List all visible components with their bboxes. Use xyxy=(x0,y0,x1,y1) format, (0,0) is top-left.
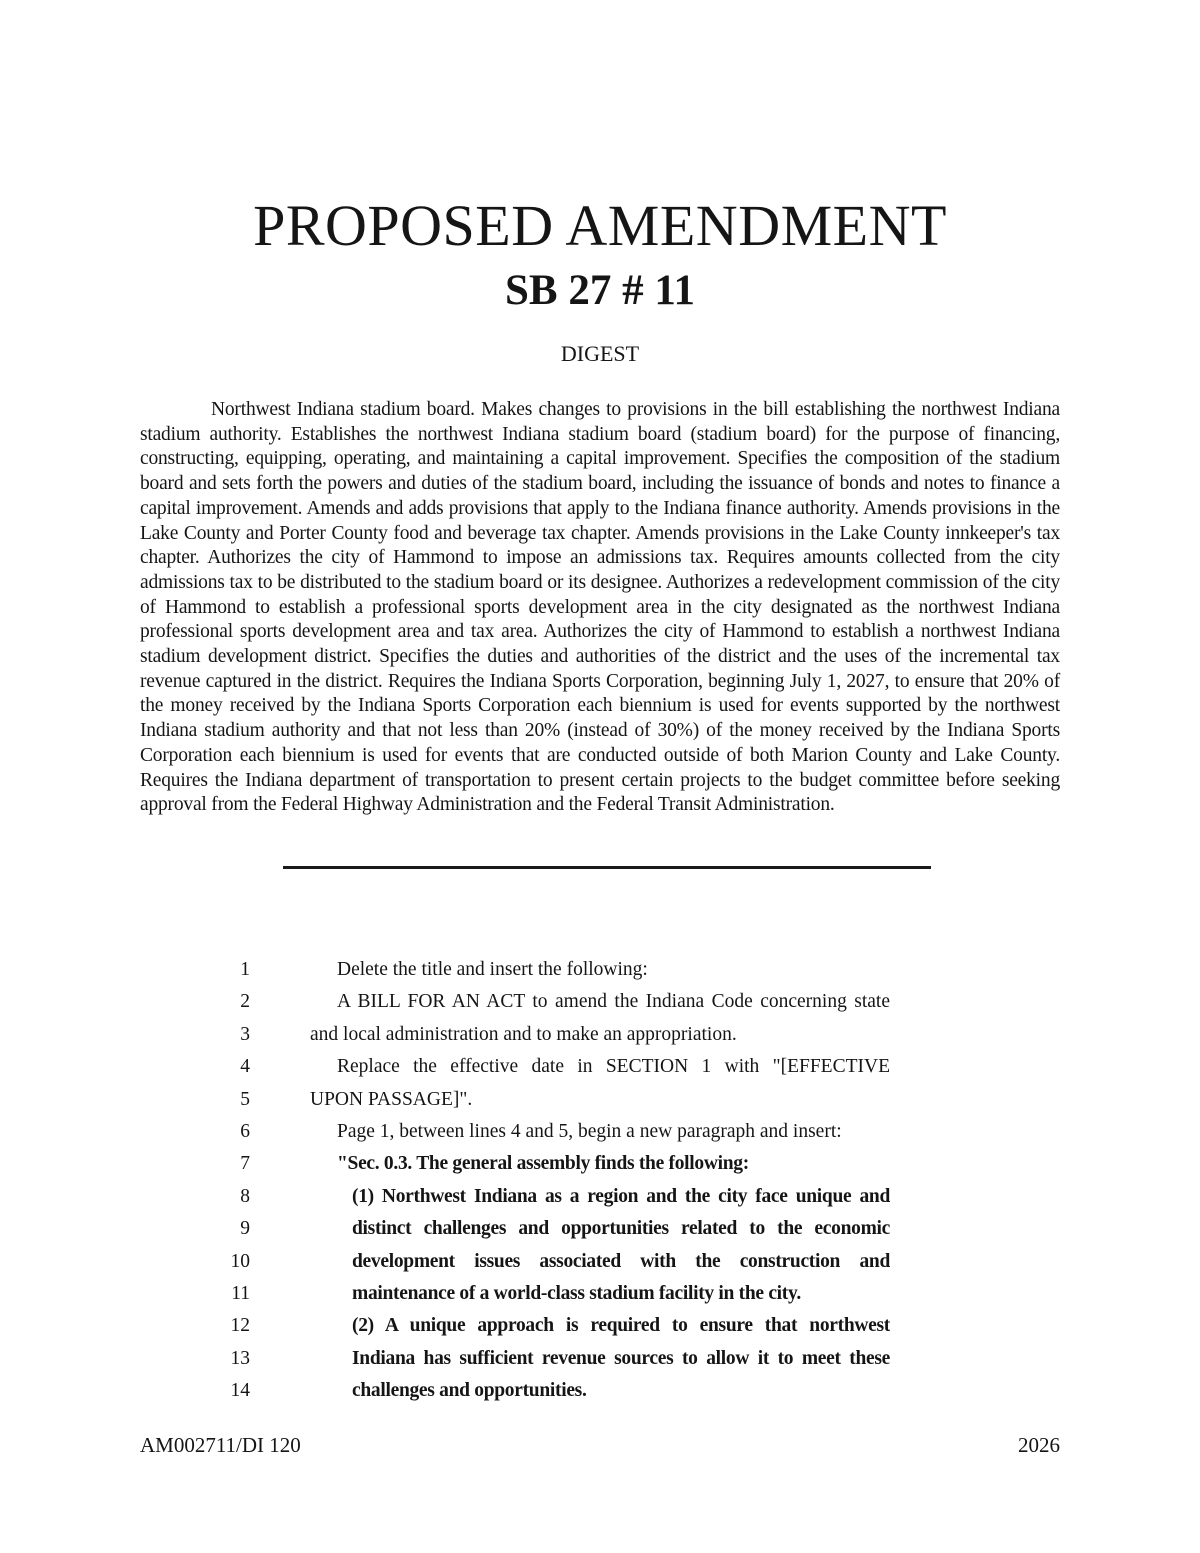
footer-year: 2026 xyxy=(1018,1433,1060,1457)
line-text: Delete the title and insert the following: xyxy=(337,959,648,980)
line-text: (1) Northwest Indiana as a region and the city face unique and xyxy=(352,1185,890,1207)
line-text: challenges and opportunities. xyxy=(352,1380,587,1402)
line-number: 10 xyxy=(230,1250,250,1272)
line-number: 3 xyxy=(240,1023,250,1045)
line-number: 4 xyxy=(240,1056,250,1078)
amendment-line xyxy=(0,1023,1200,1055)
line-number: 5 xyxy=(240,1088,250,1110)
amendment-line xyxy=(0,1217,1200,1249)
line-text: and local administration and to make an appropriation. xyxy=(310,1023,737,1045)
line-number: 1 xyxy=(240,959,250,980)
line-number: 8 xyxy=(240,1185,250,1207)
line-number: 11 xyxy=(231,1282,250,1304)
line-number: 9 xyxy=(240,1218,250,1240)
amendment-line xyxy=(0,1152,1200,1184)
page-footer xyxy=(140,1433,1060,1458)
amendment-line xyxy=(0,1088,1200,1120)
digest-heading: DIGEST xyxy=(560,341,640,366)
line-text: UPON PASSAGE]". xyxy=(310,1088,473,1110)
line-text: A BILL FOR AN ACT to amend the Indiana Code concerning state xyxy=(337,991,890,1013)
amendment-line xyxy=(0,1120,1200,1152)
line-number: 13 xyxy=(230,1347,250,1369)
line-text: distinct challenges and opportunities related to the economic xyxy=(352,1218,890,1240)
amendment-line xyxy=(0,1250,1200,1282)
line-number: 12 xyxy=(230,1315,250,1337)
separator-rule xyxy=(283,866,931,869)
line-text: maintenance of a world-class stadium facility in the city. xyxy=(352,1282,801,1304)
page-title: PROPOSED AMENDMENT xyxy=(253,193,947,258)
amendment-line xyxy=(0,1347,1200,1379)
amendment-line xyxy=(0,1055,1200,1087)
amendment-lines xyxy=(0,958,1200,1411)
line-text: Indiana has sufficient revenue sources to allow it to meet these xyxy=(352,1347,890,1369)
line-number: 7 xyxy=(240,1153,250,1175)
digest-text: Northwest Indiana stadium board. Makes changes to provisions in the bill establishing the northwest Indiana stadium authority. Establishes the northwest Indiana stadium board (stadium board) for the purpose of financing, constructing, equipping, operating, and maintaining a capital improvement. Specifies the composition of the stadium board and sets forth the powers and duties of the stadium board, including the issuance of bonds and notes to finance a capital improvement. Amends and adds provisions that apply to the Indiana finance authority. Amends provisions in the Lake County and Porter County food and beverage tax chapter. Amends provisions in the Lake County innkeeper's tax chapter. Authorizes the city of Hammond to impose an admissions tax. Requires amounts collected from the city admissions tax to be distributed to the stadium board or its designee. Authorizes a redevelopment commission of the city of Hammond to establish a professional sports development area in the city designated as the northwest Indiana professional sports development area and tax area. Authorizes the city of Hammond to establish a northwest Indiana stadium development district. Specifies the duties and authorities of the district and the uses of the incremental tax revenue captured in the district. Requires the Indiana Sports Corporation, beginning July 1, 2027, to ensure that 20% of the money received by the Indiana Sports Corporation each biennium is used for events supported by the northwest Indiana stadium authority and that not less than 20% (instead of 30%) of the money received by the Indiana Sports Corporation each biennium is used for events that are conducted outside of both Marion County and Lake County. Requires the Indiana department of transportation to present certain projects to the budget committee before seeking approval from the Federal Highway Administration and the Federal Transit Administration. xyxy=(140,399,1060,816)
bill-number: SB 27 # 11 xyxy=(505,267,695,314)
footer-document-id: AM002711/DI 120 xyxy=(140,1433,301,1457)
line-number: 2 xyxy=(240,991,250,1013)
amendment-line xyxy=(0,1379,1200,1411)
line-text: Replace the effective date in SECTION 1 with "[EFFECTIVE xyxy=(337,1056,890,1078)
amendment-line xyxy=(0,1185,1200,1217)
line-text: (2) A unique approach is required to ensure that northwest xyxy=(352,1315,890,1337)
line-text: Page 1, between lines 4 and 5, begin a new paragraph and insert: xyxy=(337,1120,842,1142)
line-text: "Sec. 0.3. The general assembly finds the following: xyxy=(337,1153,749,1175)
amendment-line xyxy=(0,1282,1200,1314)
amendment-line xyxy=(0,990,1200,1022)
amendment-line xyxy=(0,1314,1200,1346)
line-number: 6 xyxy=(240,1120,250,1142)
amendment-line xyxy=(0,958,1200,990)
line-text: development issues associated with the construction and xyxy=(352,1250,890,1272)
line-number: 14 xyxy=(230,1380,250,1402)
